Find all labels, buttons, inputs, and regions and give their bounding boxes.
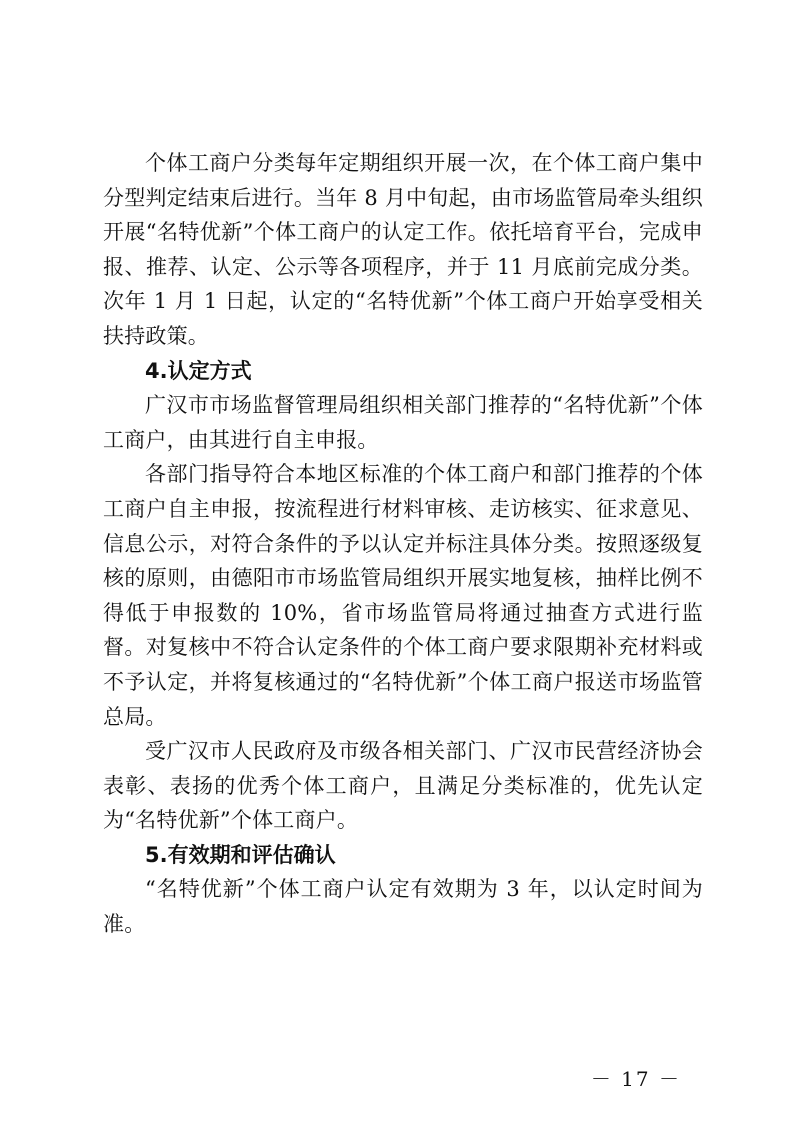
page-number: － 17 －: [590, 1067, 681, 1091]
section-heading-validity-period: 5.有效期和评估确认: [145, 842, 336, 867]
paragraph-review-process: 各部门指导符合本地区标准的个体工商户和部门推荐的个体工商户自主申报，按流程进行材料审核、走访核实、征求意见、信息公示，对符合条件的予以认定并标注具体分类。按照逐级复核的原则，由德阳市市场监管局组织开展实地复核，抽样比例不得低于申报数的 10%，省市场监管局将通过抽查方式进行监督。对复核中不符合认定条件的个体工商户要求限期补充材料或不予认定，并将复核通过的“名特优新”个体工商户报送市场监管总局。: [103, 462, 703, 729]
section-heading-certification-method: 4.认定方式: [145, 358, 252, 383]
paragraph-schedule: 个体工商户分类每年定期组织开展一次，在个体工商户集中分型判定结束后进行。当年 8 月中旬起，由市场监管局牵头组织开展“名特优新”个体工商户的认定工作。依托培育平台，完成申报、推荐、认定、公示等各项程序，并于 11 月底前完成分类。次年 1 月 1 日起，认定的“名特优新”个体工商户开始享受相关扶持政策。: [103, 151, 703, 348]
paragraph-priority-certification: 受广汉市人民政府及市级各相关部门、广汉市民营经济协会表彰、表扬的优秀个体工商户，且满足分类标准的，优先认定为“名特优新”个体工商户。: [103, 739, 703, 833]
paragraph-department-recommendation: 广汉市市场监督管理局组织相关部门推荐的“名特优新”个体工商户，由其进行自主申报。: [103, 393, 703, 452]
document-body: [103, 146, 703, 942]
paragraph-validity: “名特优新”个体工商户认定有效期为 3 年，以认定时间为准。: [103, 877, 703, 937]
